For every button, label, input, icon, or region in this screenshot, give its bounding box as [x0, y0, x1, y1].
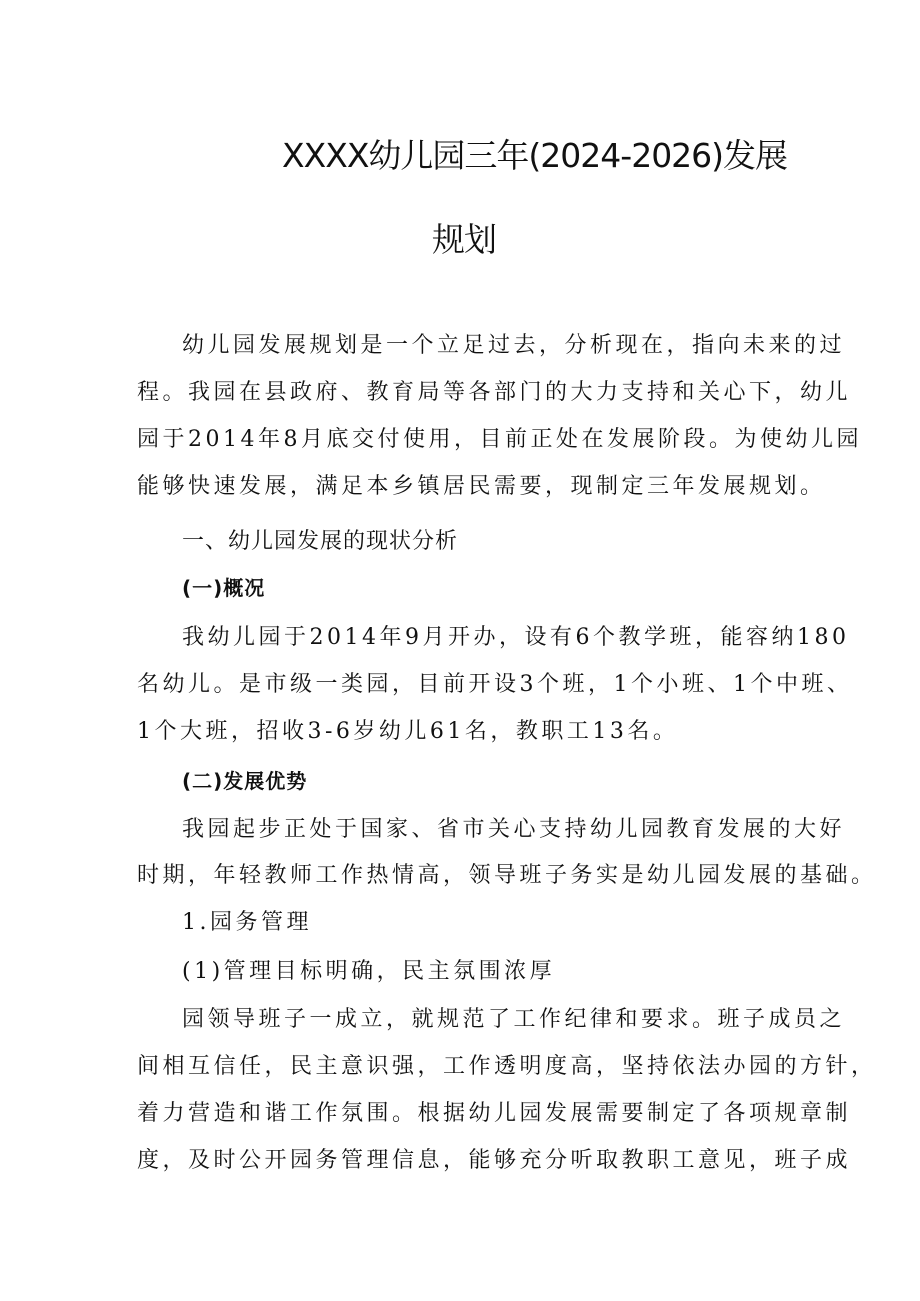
list-subheading: (1)管理目标明确，民主氛围浓厚	[182, 959, 556, 984]
list-heading: 1.园务管理	[182, 910, 312, 935]
paragraph-line: 1个大班，招收3-6岁幼儿61名，教职工13名。	[137, 719, 679, 744]
paragraph-line: 能够快速发展，满足本乡镇居民需要，现制定三年发展规划。	[137, 474, 826, 499]
paragraph-line: 园领导班子一成立，就规范了工作纪律和要求。班子成员之	[182, 1007, 846, 1032]
paragraph-line: 园于2014年8月底交付使用，目前正处在发展阶段。为使幼儿园	[137, 427, 862, 452]
subsection-heading: (二)发展优势	[182, 769, 308, 793]
paragraph-line: 名幼儿。是市级一类园，目前开设3个班，1个小班、1个中班、	[137, 672, 853, 697]
paragraph-line: 幼儿园发展规划是一个立足过去，分析现在，指向未来的过	[182, 333, 846, 358]
section-heading: 一、幼儿园发展的现状分析	[182, 529, 459, 554]
subsection-heading: (一)概况	[182, 576, 266, 600]
paragraph-line: 时期，年轻教师工作热情高，领导班子务实是幼儿园发展的基础。	[137, 863, 877, 888]
document-title-line-2: 规划	[432, 220, 496, 259]
paragraph-line: 程。我园在县政府、教育局等各部门的大力支持和关心下，幼儿	[137, 380, 852, 405]
paragraph-line: 度，及时公开园务管理信息，能够充分听取教职工意见，班子成	[137, 1148, 852, 1173]
paragraph-line: 着力营造和谐工作氛围。根据幼儿园发展需要制定了各项规章制	[137, 1101, 852, 1126]
paragraph-line: 我幼儿园于2014年9月开办，设有6个教学班，能容纳180	[182, 625, 850, 650]
paragraph-line: 间相互信任，民主意识强，工作透明度高，坚持依法办园的方针，	[137, 1054, 877, 1079]
document-title-line-1: XXXX幼儿园三年(2024-2026)发展	[282, 136, 788, 175]
paragraph-line: 我园起步正处于国家、省市关心支持幼儿园教育发展的大好	[182, 817, 846, 842]
